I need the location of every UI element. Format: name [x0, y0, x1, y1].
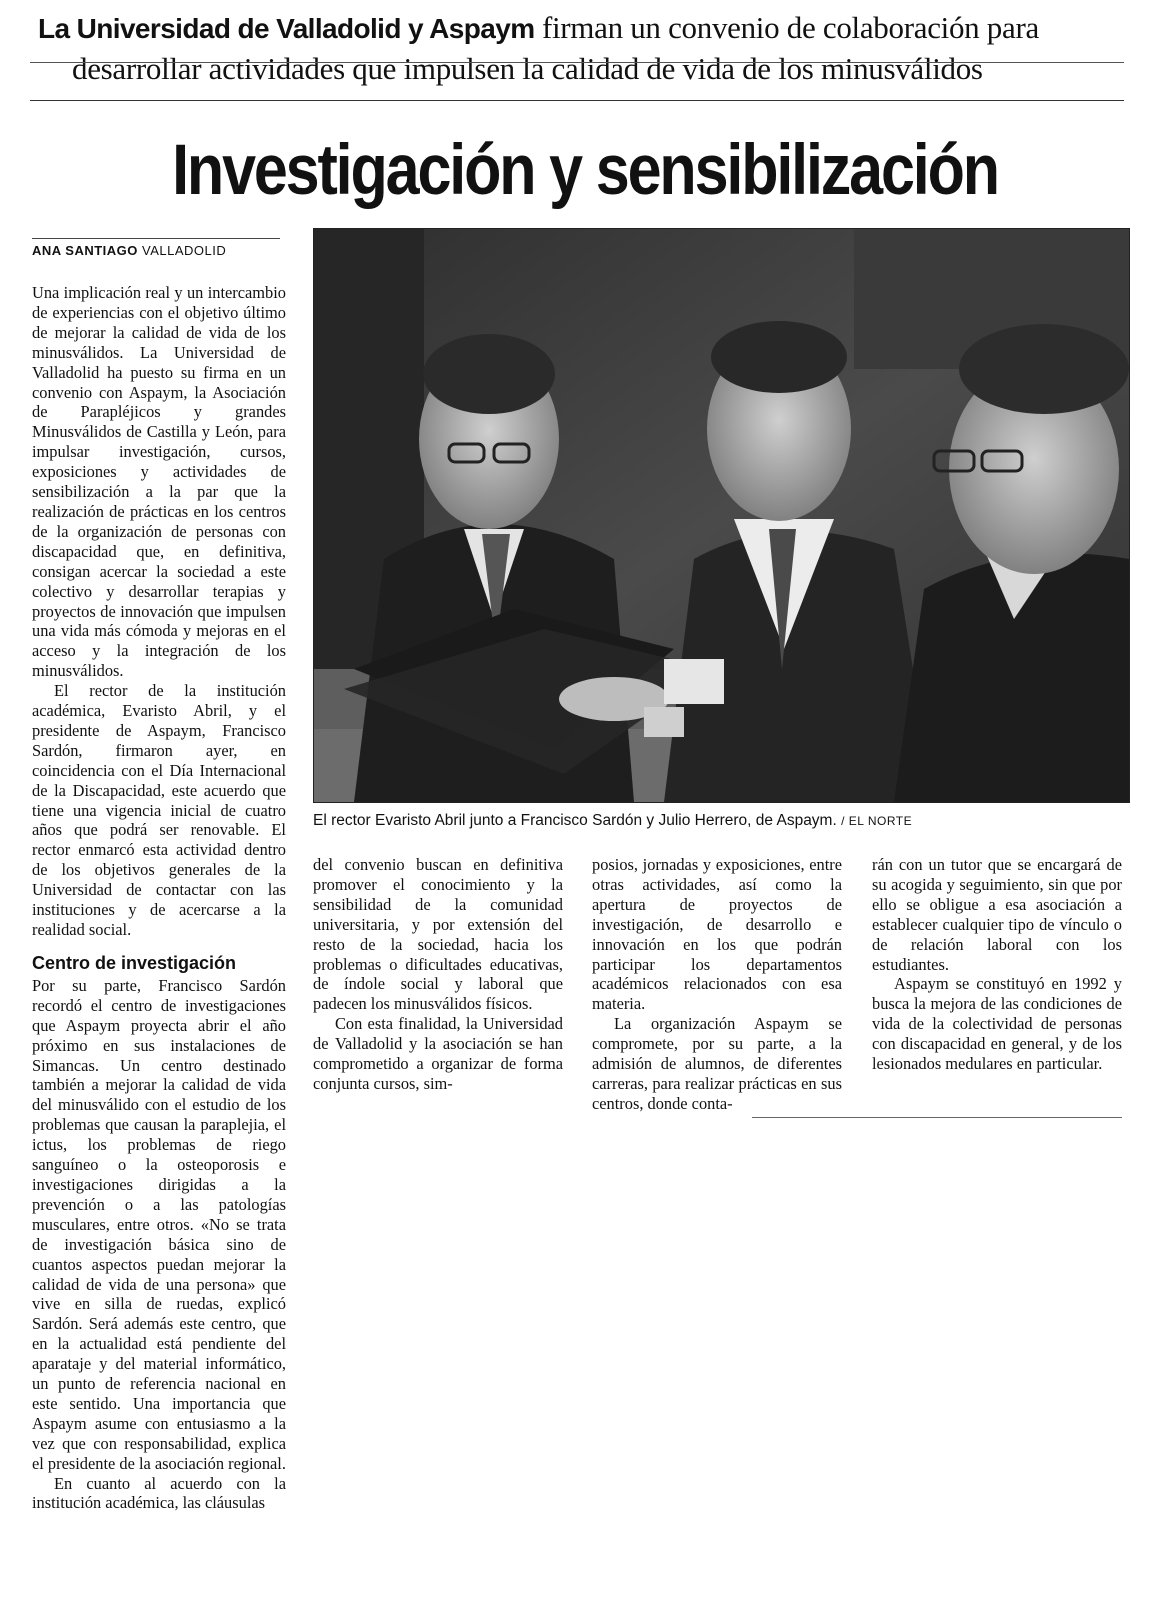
kicker-line-1: [32, 8, 1122, 49]
byline: [32, 238, 280, 258]
paragraph: En cuanto al acuerdo con la institución académica, las cláusulas: [32, 1473, 286, 1513]
subheading: Centro de investigación: [32, 952, 237, 973]
photo-caption: [313, 812, 1128, 830]
photo: [313, 228, 1130, 803]
kicker: [32, 8, 1122, 89]
caption-text: El rector Evaristo Abril junto a Francisco Sardón y Julio Herrero, de Aspaym.: [313, 812, 837, 829]
kicker-divider: [30, 62, 1124, 63]
photo-credit: / EL NORTE: [841, 814, 913, 828]
paragraph: Una implicación real y un intercambio de experiencias con el objetivo último de mejorar la calidad de vida de los minusválidos. La Universidad de Valladolid ha puesto su firma en un convenio con Aspaym, la Asociación de Parapléjicos y grandes Minusválidos de Castilla y León, para impulsar investigación, cursos, exposiciones y actividades de sensibilización a la par que la realización de prácticas en los centros de la organización de personas con discapacidad que, en definitiva, consigan acercar la sociedad a este colectivo y desarrollar terapias y proyectos de innovación que impulsen una vida más cómoda y mejoras en el acceso y la integración de los minusválidos.: [32, 283, 286, 681]
header-divider: [30, 100, 1124, 101]
paragraph: posios, jornadas y exposiciones, entre otras actividades, así como la apertura de proyectos de investigación, de desarrollo e innovación en los que podrán participar los departamentos académicos relacionados con esa materia.: [592, 855, 842, 1014]
byline-author: ANA SANTIAGO: [32, 243, 138, 258]
paragraph: La organización Aspaym se compromete, por su parte, a la admisión de alumnos, de diferentes carreras, para realizar prácticas en sus centros, donde conta-: [592, 1014, 842, 1113]
paragraph: Aspaym se constituyó en 1992 y busca la mejora de las condiciones de vida de la colectividad de personas con discapacidad en general, y de los lesionados medulares en particular.: [872, 974, 1122, 1074]
article-column-4: [872, 855, 1122, 1074]
kicker-bold: La Universidad de Valladolid y Aspaym: [38, 13, 535, 44]
paragraph: Por su parte, Francisco Sardón recordó el centro de investigaciones que Aspaym proyecta abrir el año próximo en sus instalaciones de Simancas. Un centro destinado también a mejorar la calidad de vida del minusválido con el estudio de los problemas que causan la paraplejia, el ictus, los problemas de riego sanguíneo o la osteoporosis e investigaciones dirigidas a la prevención o a las patologías musculares, entre otros. «No se trata de investigación básica sino de cuantos aspectos puedan mejorar la calidad de vida de una persona» que vive en silla de ruedas, explicó Sardón. Será además este centro, que en la actualidad está pendiente del aparataje y del material informático, un punto de referencia nacional en este sentido. Una importancia que Aspaym asume con entusiasmo a la vez que con responsabilidad, explica el presidente de la asociación regional.: [32, 975, 286, 1473]
paragraph: Con esta finalidad, la Universidad de Valladolid y la asociación se han comprometido a organizar de forma conjunta cursos, sim-: [313, 1014, 563, 1093]
article-column-2: [313, 855, 563, 1094]
kicker-line-2: desarrollar actividades que impulsen la calidad de vida de los minusválidos: [72, 51, 983, 86]
article-column-3: [592, 855, 842, 1114]
article-end-rule: [752, 1117, 1122, 1118]
paragraph: del convenio buscan en definitiva promover el conocimiento y la sensibilidad de la comunidad universitaria, y por extensión del resto de la sociedad, hacia los problemas o dificultades educativas, de índole social y laboral que padecen los minusválidos físicos.: [313, 855, 563, 1014]
paragraph: rán con un tutor que se encargará de su acogida y seguimiento, sin que por ello se obligue a esa asociación a establecer cualquier tipo de vínculo o de relación laboral con los estudiantes.: [872, 855, 1122, 974]
photo-image: [314, 229, 1129, 802]
kicker-rest: firman un convenio de colaboración para: [541, 10, 1039, 45]
paragraph: El rector de la institución académica, Evaristo Abril, y el presidente de Aspaym, Francisco Sardón, firmaron ayer, en coincidencia con el Día Internacional de la Discapacidad, este acuerdo que tiene una vigencia inicial de cuatro años que podrá ser renovable. El rector enmarcó esta actividad dentro de los objetivos generales de la Universidad de contactar con las instituciones y de acercarse a la realidad social.: [32, 681, 286, 939]
article-column-1: [32, 283, 286, 1513]
headline: Investigación y sensibilización: [172, 131, 998, 210]
byline-place: VALLADOLID: [142, 243, 227, 258]
